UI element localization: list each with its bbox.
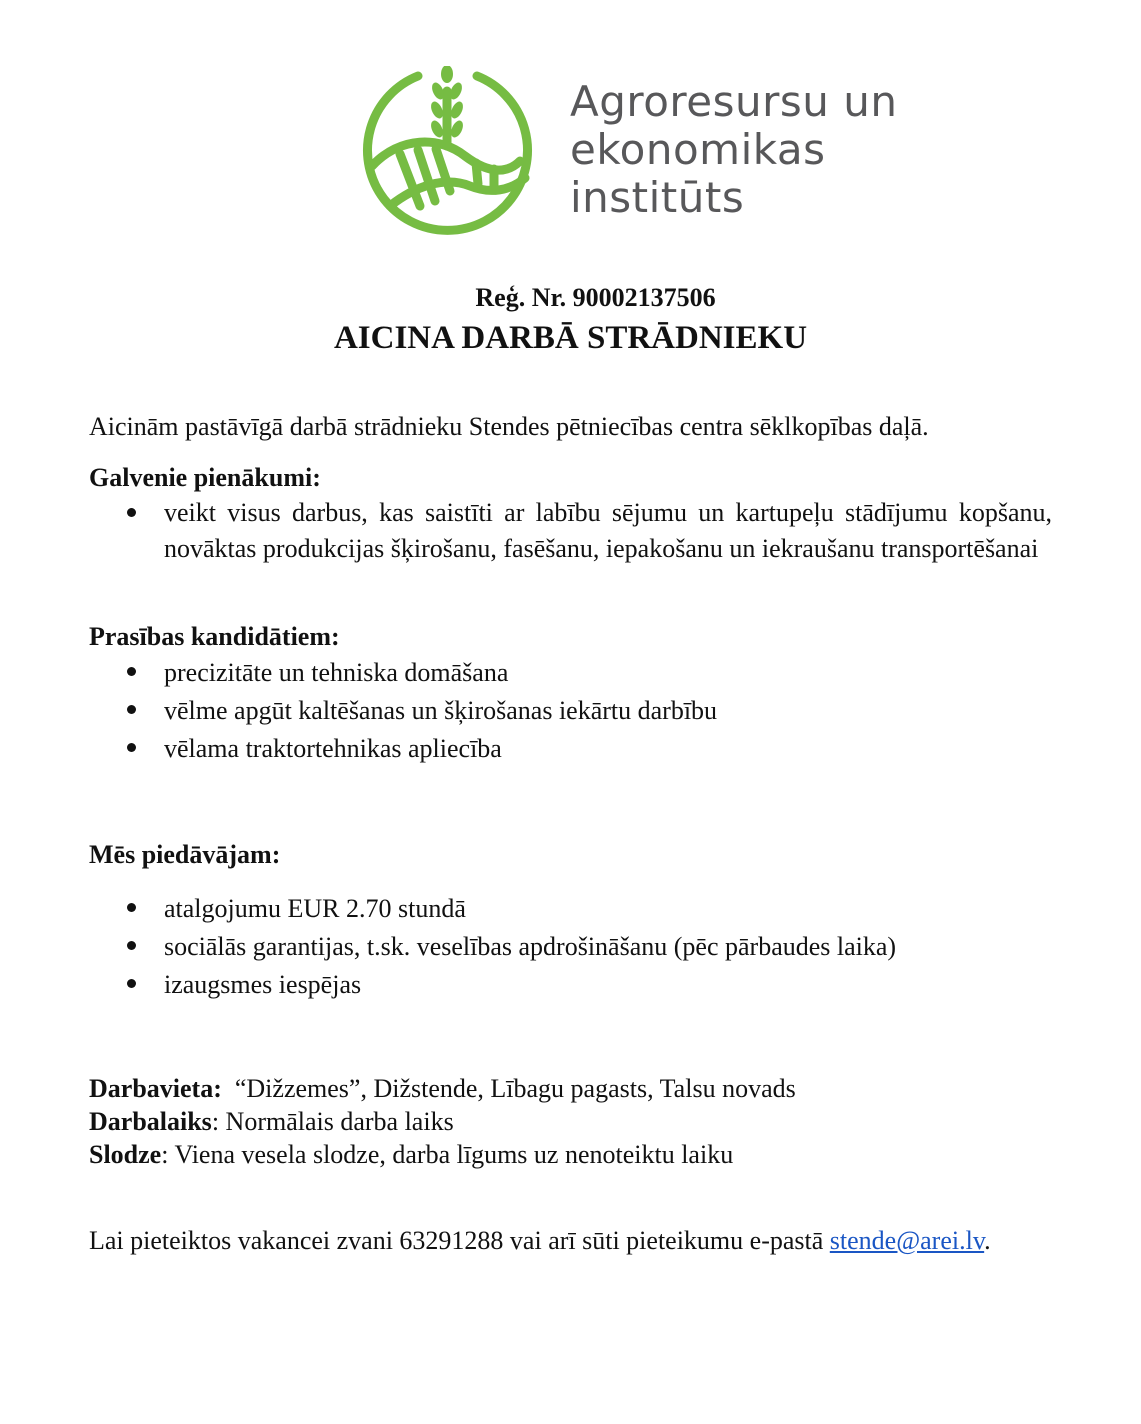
- wheat-dna-circle-icon: [360, 66, 535, 241]
- duties-heading: Galvenie pienākumi:: [89, 463, 321, 492]
- list-item: [89, 730, 1052, 768]
- duties-list: [89, 495, 1052, 567]
- offer-list: [89, 890, 1052, 1004]
- page-title: AICINA DARBĀ STRĀDNIEKU: [333, 320, 808, 356]
- intro-text: Aicinām pastāvīgā darbā strādnieku Stendes pētniecības centra sēklkopības daļā.: [89, 412, 929, 441]
- offer-text: sociālās garantijas, t.sk. veselības apdrošināšanu (pēc pārbaudes laika): [164, 932, 897, 961]
- logo-line-1: Agroresursu un: [570, 77, 898, 126]
- logo-line-3: institūts: [570, 173, 745, 222]
- load-label: Slodze: [89, 1140, 162, 1169]
- load-row: [89, 1138, 1052, 1171]
- job-details: [89, 1072, 1052, 1171]
- requirement-text: precizitāte un tehniska domāšana: [164, 658, 509, 687]
- list-item: [89, 928, 1052, 966]
- bullet-icon: [127, 705, 136, 714]
- load-value: : Viena vesela slodze, darba līgums uz nenoteiktu laiku: [161, 1140, 734, 1169]
- registration-number: Reģ. Nr. 90002137506: [475, 283, 716, 312]
- workplace-label: Darbavieta:: [89, 1074, 222, 1103]
- email-link[interactable]: stende@arei.lv: [829, 1226, 985, 1255]
- list-item: [89, 966, 1052, 1004]
- list-item: [89, 692, 1052, 730]
- list-item: [89, 654, 1052, 692]
- list-item: [89, 890, 1052, 928]
- bullet-icon: [127, 508, 136, 517]
- institute-logo: [360, 66, 898, 241]
- requirement-text: vēlme apgūt kaltēšanas un šķirošanas iekārtu darbību: [164, 696, 718, 725]
- duty-text: veikt visus darbus, kas saistīti ar labību sējumu un kartupeļu stādījumu kopšanu, novāktas produkcijas šķirošanu, fasēšanu, iepakošanu un iekraušanu transportēšanai: [164, 498, 1052, 563]
- logo-wordmark: [570, 78, 897, 222]
- requirements-heading: Prasības kandidātiem:: [89, 622, 340, 651]
- bullet-icon: [127, 979, 136, 988]
- requirements-list: [89, 654, 1052, 768]
- bullet-icon: [127, 941, 136, 950]
- bullet-icon: [127, 903, 136, 912]
- workplace-value: “Dižzemes”, Dižstende, Lībagu pagasts, Talsu novads: [234, 1074, 796, 1103]
- vacancy-body: [89, 410, 1052, 1259]
- hours-label: Darbalaiks: [89, 1107, 212, 1136]
- offer-heading: Mēs piedāvājam:: [89, 840, 281, 869]
- hours-value: : Normālais darba laiks: [211, 1107, 454, 1136]
- apply-text: Lai pieteiktos vakancei zvani 63291288 vai arī sūti pieteikumu e-pastā stende@arei.lv.: [89, 1226, 991, 1255]
- bullet-icon: [127, 667, 136, 676]
- bullet-icon: [127, 743, 136, 752]
- offer-text: izaugsmes iespējas: [164, 970, 362, 999]
- logo-line-2: ekonomikas: [570, 125, 826, 174]
- apply-sentence: Lai pieteiktos vakancei zvani 63291288 vai arī sūti pieteikumu e-pastā: [89, 1226, 824, 1255]
- requirement-text: vēlama traktortehnikas apliecība: [164, 734, 502, 763]
- offer-text: atalgojumu EUR 2.70 stundā: [164, 894, 466, 923]
- hours-row: [89, 1105, 1052, 1138]
- list-item: [89, 495, 1052, 567]
- workplace-row: [89, 1072, 1052, 1105]
